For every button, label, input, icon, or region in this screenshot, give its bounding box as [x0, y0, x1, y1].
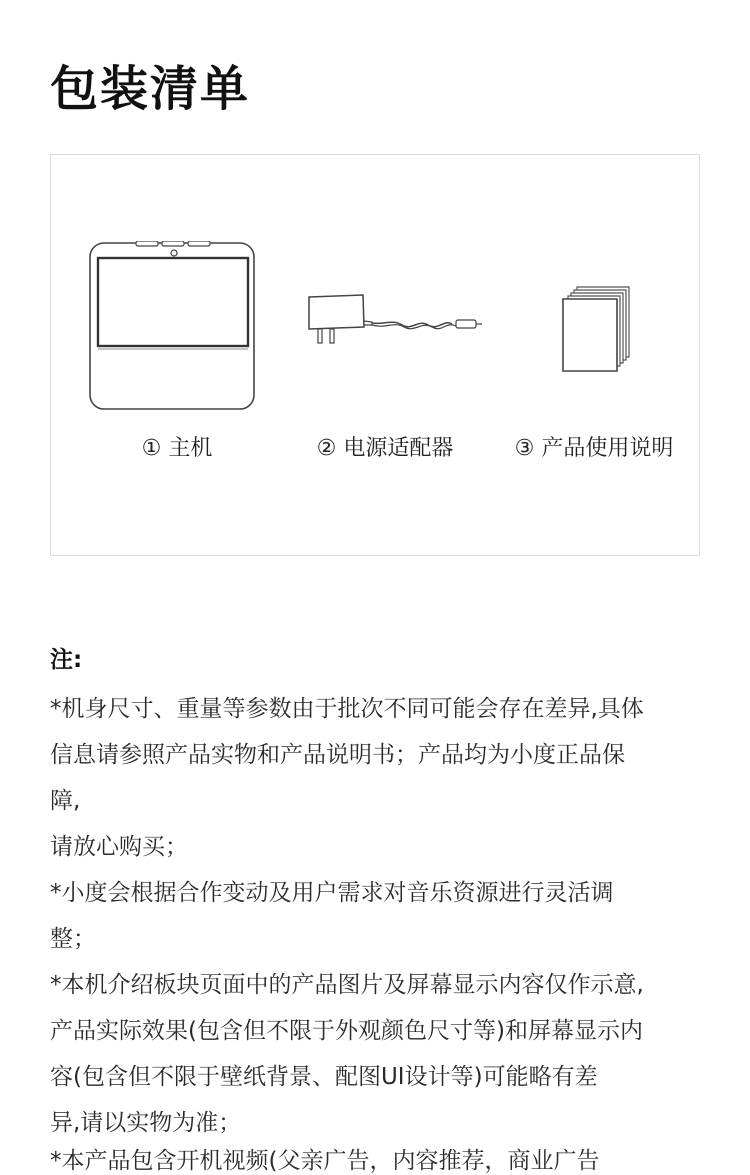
note-line: *机身尺寸、重量等参数由于批次不同可能会存在差异,具体: [50, 696, 644, 722]
notes-section: [50, 640, 710, 1146]
power-adapter-illustration: [306, 289, 486, 351]
main-unit-illustration: [88, 241, 260, 413]
manual-booklet-illustration: [559, 285, 635, 375]
note-line: 异,请以实物为准；: [50, 1110, 242, 1136]
note-line: 整；: [50, 926, 96, 952]
note-line: *小度会根据合作变动及用户需求对音乐资源进行灵活调: [50, 880, 614, 906]
note-line: 容(包含但不限于壁纸背景、配图UI设计等)可能略有差: [50, 1064, 598, 1090]
note-line: 障,: [50, 788, 81, 814]
note-line: 信息请参照产品实物和产品说明书；产品均为小度正品保: [50, 742, 625, 768]
package-contents-box: [50, 154, 700, 556]
note-line: 请放心购买；: [50, 834, 188, 860]
note-line: *本机介绍板块页面中的产品图片及屏幕显示内容仅作示意,: [50, 972, 644, 998]
note-line-cut-off: *本产品包含开机视频(父亲广告，内容推荐，商业广告: [50, 1148, 600, 1174]
item-caption-main-unit: ① 主机: [141, 436, 213, 461]
item-caption-manual: ③ 产品使用说明: [514, 436, 674, 461]
item-caption-power-adapter: ② 电源适配器: [316, 436, 454, 461]
page-title: 包装清单: [50, 61, 251, 117]
notes-label: 注:: [50, 647, 83, 673]
note-line: 产品实际效果(包含但不限于外观颜色尺寸等)和屏幕显示内: [50, 1018, 643, 1044]
